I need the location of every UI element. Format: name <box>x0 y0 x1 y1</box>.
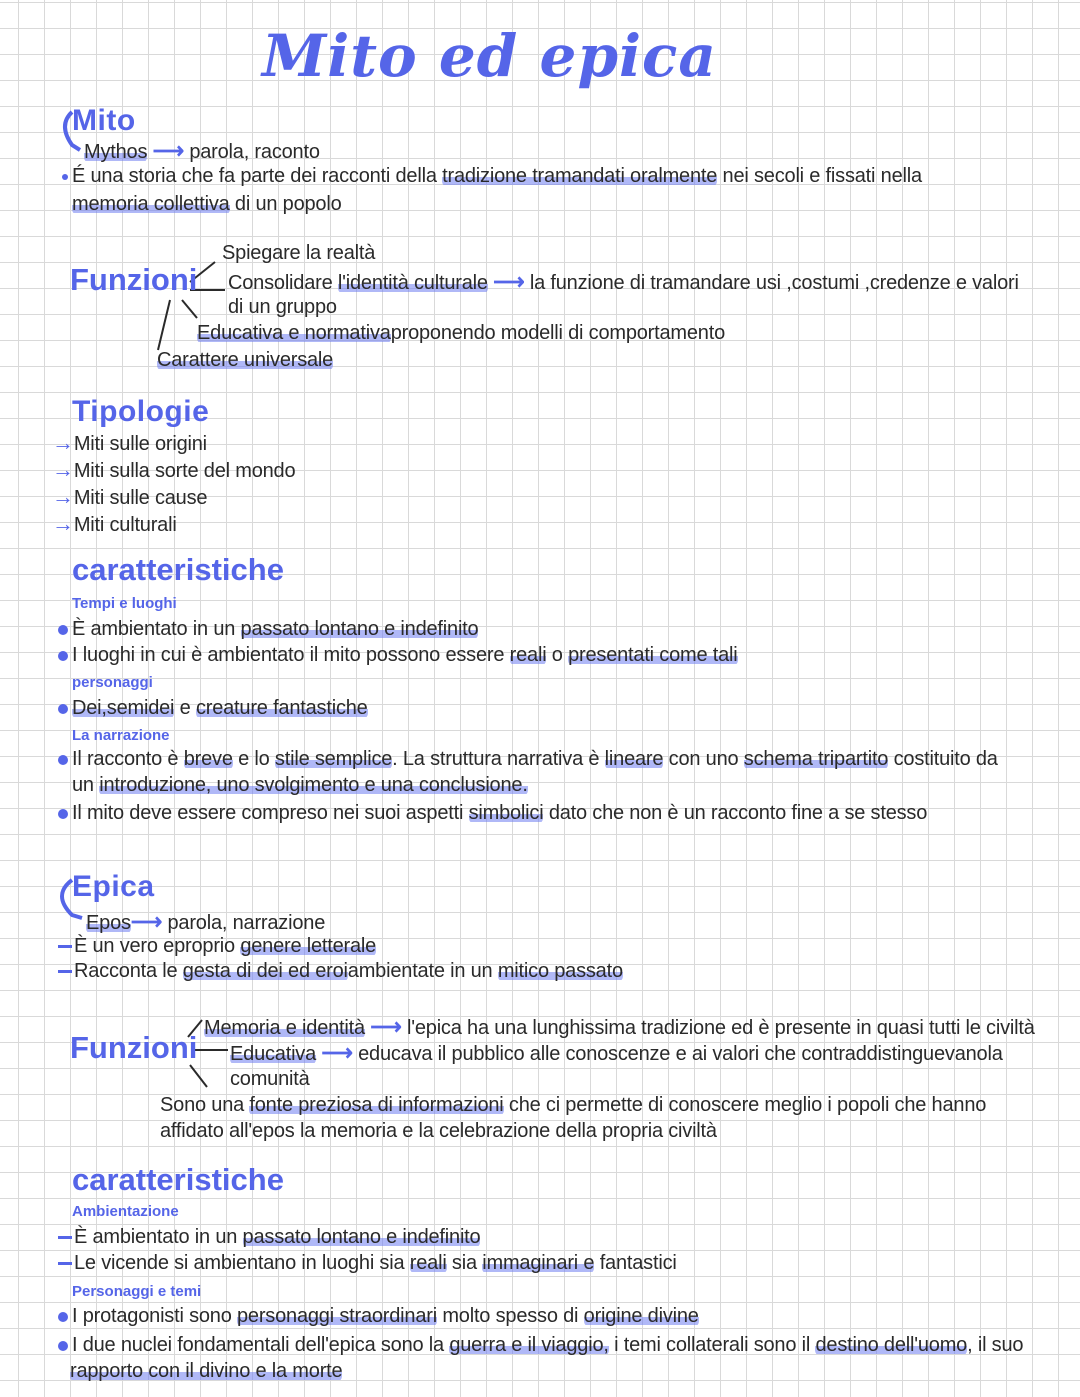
text: , il suo <box>967 1334 1024 1356</box>
text: un <box>72 774 94 796</box>
tempi-luoghi-label: Tempi e luoghi <box>72 595 177 612</box>
text: molto spesso di <box>442 1305 579 1327</box>
text: di un popolo <box>234 193 342 215</box>
mito-funzione-2-cont: di un gruppo <box>228 296 337 318</box>
epica-heading: Epica <box>72 870 155 903</box>
highlight: simbolici <box>468 802 544 824</box>
mito-funzione-3 <box>197 322 725 345</box>
arrow-right-icon: → <box>52 430 74 455</box>
epica-def-1 <box>58 935 376 958</box>
text: È ambientato in un <box>72 618 236 640</box>
page-title: Mito ed epica <box>262 22 717 90</box>
highlight: personaggi straordinari <box>237 1305 437 1327</box>
text: o <box>551 644 563 666</box>
text: che ci permette di conoscere meglio i popoli che hanno <box>508 1094 987 1116</box>
highlight: Educativa <box>230 1043 317 1065</box>
tipologie-heading: Tipologie <box>72 395 210 428</box>
highlight: genere letterale <box>240 935 377 957</box>
highlight: rapporto con il divino e la morte <box>70 1360 343 1382</box>
epica-etymology <box>86 909 325 935</box>
tempi-luoghi-item-1 <box>58 618 478 641</box>
highlight: breve <box>183 748 233 770</box>
highlight: Carattere universale <box>157 349 334 371</box>
highlight: introduzione, uno svolgimento e una conclusione. <box>99 774 528 796</box>
bullet-icon <box>58 1341 68 1351</box>
dash-icon <box>58 1236 72 1239</box>
highlight: l'identità culturale <box>337 272 488 294</box>
highlight: destino dell'uomo <box>815 1334 968 1356</box>
arrow-right-icon: ⟶ <box>370 1014 402 1039</box>
arrow-right-icon: → <box>52 484 74 509</box>
epica-def-2 <box>58 960 623 983</box>
narrazione-item-2 <box>58 802 927 825</box>
highlight: tradizione tramandati oralmente <box>442 165 718 187</box>
mito-caratteristiche-heading: caratteristiche <box>72 552 284 587</box>
bullet-icon <box>58 704 68 714</box>
bullet-icon <box>58 809 68 819</box>
mito-funzione-4 <box>157 349 333 372</box>
personaggi-item-1 <box>58 697 368 720</box>
text: con uno <box>668 748 739 770</box>
text: fantastici <box>599 1252 677 1274</box>
text: I luoghi in cui è ambientato il mito possono essere <box>72 644 505 666</box>
epica-funzione-3-cont: affidato all'epos la memoria e la celebrazione della propria civiltà <box>160 1120 717 1142</box>
mito-etym-meaning: parola, raconto <box>189 141 320 163</box>
personaggi-temi-item-2-cont <box>70 1360 342 1383</box>
ambientazione-item-1 <box>58 1226 480 1249</box>
personaggi-label: personaggi <box>72 674 153 691</box>
mito-definition-line1 <box>62 165 922 188</box>
text: Miti sulle cause <box>73 487 208 509</box>
tipologia-item <box>52 511 177 537</box>
highlight: passato lontano e indefinito <box>240 618 479 640</box>
text: sia <box>451 1252 477 1274</box>
ambientazione-item-2 <box>58 1252 677 1275</box>
tipologia-item <box>52 457 295 483</box>
text: costituito da <box>893 748 998 770</box>
text: Il racconto è <box>72 748 179 770</box>
mito-funzioni-label: Funzioni <box>70 262 198 297</box>
highlight: Educativa e normativa <box>197 322 391 344</box>
epica-funzione-3 <box>160 1094 986 1117</box>
text: È ambientato in un <box>74 1226 238 1248</box>
tempi-luoghi-item-2 <box>58 644 738 667</box>
highlight: fonte preziosa di informazioni <box>249 1094 504 1116</box>
mito-heading: Mito <box>72 104 136 137</box>
arrow-right-icon: → <box>52 511 74 536</box>
highlight: passato lontano e indefinito <box>242 1226 481 1248</box>
personaggi-temi-label: Personaggi e temi <box>72 1283 202 1300</box>
bullet-icon <box>58 755 68 765</box>
text: Le vicende si ambientano in luoghi sia <box>74 1252 405 1274</box>
text: e <box>179 697 191 719</box>
narrazione-item-1-cont <box>72 774 528 797</box>
epica-etym-term: Epos <box>86 912 131 934</box>
text: I protagonisti sono <box>72 1305 232 1327</box>
text: Miti sulla sorte del mondo <box>73 460 296 482</box>
text: Sono una <box>160 1094 245 1116</box>
text: i temi collaterali sono il <box>614 1334 811 1356</box>
narrazione-item-1 <box>58 748 998 771</box>
highlight: mitico passato <box>497 960 623 982</box>
dash-icon <box>58 1262 72 1265</box>
text: Il mito deve essere compreso nei suoi aspetti <box>72 802 464 824</box>
text: e lo <box>238 748 270 770</box>
bullet-icon <box>62 174 68 180</box>
ambientazione-label: Ambientazione <box>72 1203 179 1220</box>
bullet-icon <box>58 651 68 661</box>
text: Racconta le <box>74 960 178 982</box>
mito-definition-line2 <box>72 193 342 216</box>
epica-funzione-2-cont: comunità <box>230 1068 310 1090</box>
arrow-right-icon: ⟶ <box>130 909 163 934</box>
epica-funzione-1 <box>204 1014 1035 1040</box>
mito-etym-term: Mythos <box>84 141 148 163</box>
narrazione-label: La narrazione <box>72 727 170 744</box>
text: nei secoli e fissati nella <box>722 165 922 187</box>
text: È un vero eproprio <box>74 935 235 957</box>
highlight: stile semplice <box>274 748 393 770</box>
arrow-right-icon: ⟶ <box>321 1040 353 1065</box>
text: proponendo modelli di comportamento <box>390 322 726 344</box>
highlight: reali <box>509 644 547 666</box>
text: la funzione di tramandare usi ,costumi ,credenze e valori <box>529 272 1019 294</box>
text: Consolidare <box>228 272 333 294</box>
highlight: origine divine <box>583 1305 699 1327</box>
dash-icon <box>58 945 72 948</box>
highlight: lineare <box>604 748 664 770</box>
arrow-right-icon: ⟶ <box>152 138 184 163</box>
bullet-icon <box>58 625 68 635</box>
highlight: gesta di dei ed eroi <box>182 960 348 982</box>
highlight: schema tripartito <box>743 748 889 770</box>
text: l'epica ha una lunghissima tradizione ed è presente in quasi tutti le civiltà <box>406 1017 1035 1039</box>
epica-etym-meaning: parola, narrazione <box>167 912 326 934</box>
mito-funzione-1: Spiegare la realtà <box>222 242 376 264</box>
tipologia-item <box>52 430 207 456</box>
highlight: presentati come tali <box>568 644 738 666</box>
dash-icon <box>58 970 72 973</box>
bullet-icon <box>58 1312 68 1322</box>
text: educava il pubblico alle conoscenze e ai valori che contraddistinguevanola <box>358 1043 1003 1065</box>
text: dato che non è un racconto fine a se stesso <box>548 802 928 824</box>
text: Miti culturali <box>73 514 177 536</box>
highlight: guerra e il viaggio, <box>449 1334 609 1356</box>
text: Miti sulle origini <box>73 433 207 455</box>
highlight: creature fantastiche <box>195 697 368 719</box>
text: I due nuclei fondamentali dell'epica sono la <box>72 1334 444 1356</box>
text: ambientate in un <box>347 960 493 982</box>
epica-caratteristiche-heading: caratteristiche <box>72 1162 284 1197</box>
text: É una storia che fa parte dei racconti della <box>72 165 437 187</box>
tipologia-item <box>52 484 207 510</box>
arrow-right-icon: → <box>52 457 74 482</box>
epica-funzione-2 <box>230 1040 1003 1066</box>
highlight: reali <box>409 1252 447 1274</box>
highlight: Dei,semidei <box>72 697 175 719</box>
epica-funzioni-label: Funzioni <box>70 1030 198 1065</box>
mito-funzione-2 <box>228 269 1019 295</box>
highlight: immaginari e <box>482 1252 595 1274</box>
highlight: Memoria e identità <box>204 1017 365 1039</box>
text: . La struttura narrativa è <box>392 748 600 770</box>
arrow-right-icon: ⟶ <box>493 269 525 294</box>
mito-etymology <box>84 138 320 164</box>
personaggi-temi-item-1 <box>58 1305 699 1328</box>
personaggi-temi-item-2 <box>58 1334 1023 1357</box>
highlight: memoria collettiva <box>72 193 230 215</box>
